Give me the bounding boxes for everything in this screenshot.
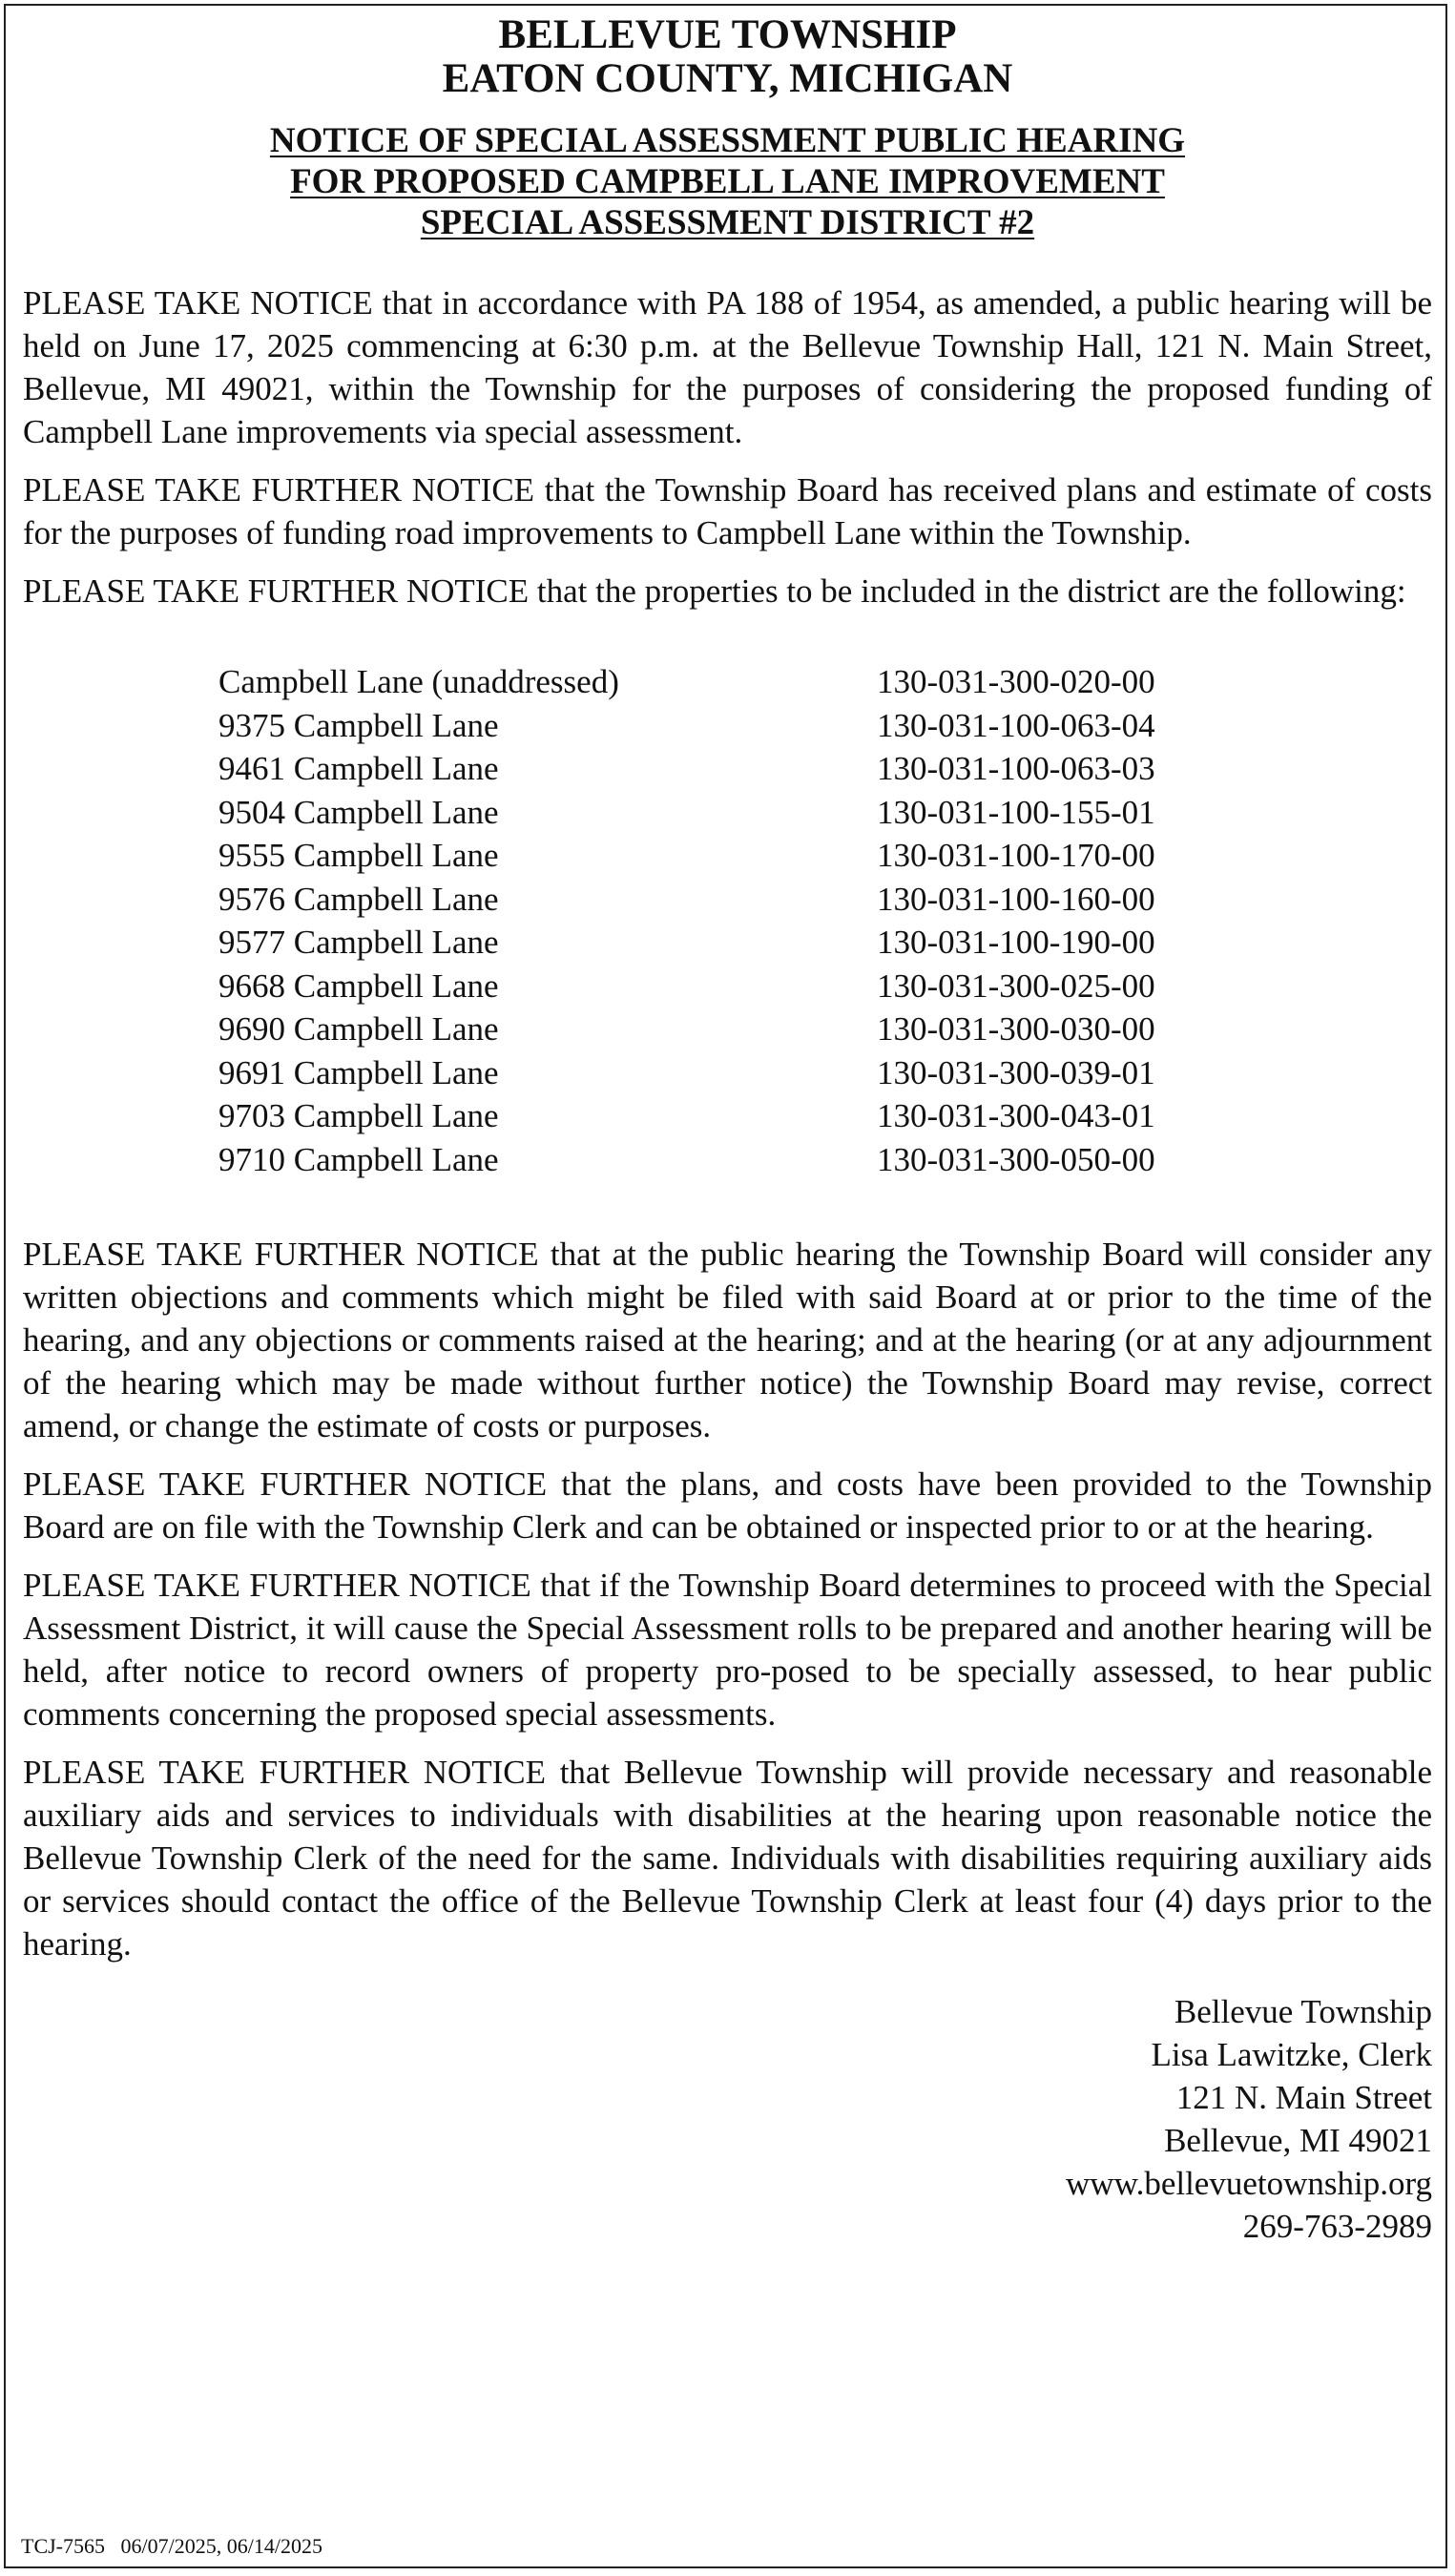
property-parcel-number: 130-031-300-050-00 (877, 1140, 1155, 1178)
paragraph-auxiliary-aids: PLEASE TAKE FURTHER NOTICE that Bellevue Township will provide necessary and reasonable auxiliary aids and services to individuals with disabilities at the hearing upon reasonable notice the Bellevue Township Clerk of the need for the same. Individuals with disabilities requiring auxiliary aids or services should contact the office of the Bellevue Township Clerk at least four (4) days prior to the hearing. (23, 1754, 1432, 1963)
notice-header (23, 13, 1432, 243)
signature-township: Bellevue Township (1174, 1993, 1432, 2030)
property-row (218, 921, 1432, 965)
township-title: BELLEVUE TOWNSHIP (498, 12, 957, 57)
notice-content (23, 13, 1432, 2248)
signature-website[interactable]: www.bellevuetownship.org (1066, 2165, 1432, 2202)
property-list (218, 660, 1432, 1181)
property-row (218, 1138, 1432, 1182)
property-address: 9375 Campbell Lane (218, 706, 499, 744)
property-parcel-number: 130-031-300-025-00 (877, 966, 1155, 1005)
subtitle-line-2: FOR PROPOSED CAMPBELL LANE IMPROVEMENT (290, 162, 1165, 201)
paragraph-hearing-notice: PLEASE TAKE NOTICE that in accordance with PA 188 of 1954, as amended, a public hearing will be held on June 17, 2025 commencing at 6:30 p.m. at the Bellevue Township Hall, 121 N. Main Street, Bellevue, MI 49021, within the Township for the purposes of considering the proposed funding of Campbell Lane improvements via special assessment. (23, 284, 1432, 450)
signature-phone: 269-763-2989 (1242, 2208, 1432, 2245)
property-parcel-number: 130-031-100-160-00 (877, 880, 1155, 918)
property-parcel-number: 130-031-100-063-03 (877, 750, 1155, 787)
property-row (218, 965, 1432, 1008)
property-row (218, 660, 1432, 704)
signature-city: Bellevue, MI 49021 (1164, 2122, 1432, 2159)
property-address: 9668 Campbell Lane (218, 966, 499, 1005)
county-title: EATON COUNTY, MICHIGAN (442, 56, 1013, 101)
property-parcel-number: 130-031-300-039-01 (877, 1053, 1155, 1091)
property-parcel-number: 130-031-100-155-01 (877, 793, 1155, 831)
property-row (218, 1094, 1432, 1138)
property-address: 9690 Campbell Lane (218, 1010, 499, 1048)
paragraph-plans-on-file: PLEASE TAKE FURTHER NOTICE that the plans, and costs have been provided to the Township Board are on file with the Township Clerk and can be obtained or inspected prior to or at the hearing. (23, 1465, 1432, 1546)
publication-footer: TCJ-7565 06/07/2025, 06/14/2025 (21, 2534, 322, 2558)
property-address: 9577 Campbell Lane (218, 924, 499, 961)
subtitle-line-3: SPECIAL ASSESSMENT DISTRICT #2 (420, 203, 1035, 242)
signature-block (23, 1990, 1432, 2248)
subtitle-line-1: NOTICE OF SPECIAL ASSESSMENT PUBLIC HEARING (269, 121, 1186, 160)
property-address: Campbell Lane (unaddressed) (218, 663, 619, 700)
property-address: 9703 Campbell Lane (218, 1097, 499, 1134)
property-parcel-number: 130-031-300-043-01 (877, 1097, 1155, 1134)
signature-street: 121 N. Main Street (1175, 2079, 1432, 2116)
property-address: 9504 Campbell Lane (218, 793, 499, 831)
property-parcel-number: 130-031-100-170-00 (877, 837, 1155, 874)
property-address: 9555 Campbell Lane (218, 837, 499, 874)
property-row (218, 704, 1432, 748)
property-parcel-number: 130-031-300-020-00 (877, 663, 1155, 700)
property-row (218, 1051, 1432, 1095)
property-row (218, 791, 1432, 835)
property-row (218, 834, 1432, 878)
property-address: 9576 Campbell Lane (218, 880, 499, 918)
property-row (218, 878, 1432, 922)
property-row (218, 1008, 1432, 1051)
notice-subtitle (23, 120, 1432, 243)
paragraph-properties-intro: PLEASE TAKE FURTHER NOTICE that the properties to be included in the district are the following: (23, 572, 1406, 610)
signature-clerk: Lisa Lawitzke, Clerk (1151, 2036, 1432, 2073)
paragraph-objections: PLEASE TAKE FURTHER NOTICE that at the public hearing the Township Board will consider any written objections and comments which might be filed with said Board at or prior to the time of the hearing, and any objections or comments raised at the hearing; and at the hearing (or at any adjournment of the hearing which may be made without further notice) the Township Board may revise, correct amend, or change the estimate of costs or purposes. (23, 1236, 1432, 1444)
property-parcel-number: 130-031-100-063-04 (877, 706, 1155, 744)
property-address: 9461 Campbell Lane (218, 750, 499, 787)
property-address: 9691 Campbell Lane (218, 1053, 499, 1091)
paragraph-assessment-rolls: PLEASE TAKE FURTHER NOTICE that if the Township Board determines to proceed with the Special Assessment District, it will cause the Special Assessment rolls to be prepared and another hearing will be held, after notice to record owners of property pro-posed to be specially assessed, to hear public comments concerning the proposed special assessments. (23, 1567, 1432, 1733)
property-parcel-number: 130-031-100-190-00 (877, 924, 1155, 961)
property-address: 9710 Campbell Lane (218, 1140, 499, 1178)
property-parcel-number: 130-031-300-030-00 (877, 1010, 1155, 1048)
paragraph-plans-received: PLEASE TAKE FURTHER NOTICE that the Township Board has received plans and estimate of costs for the purposes of funding road improvements to Campbell Lane within the Township. (23, 471, 1432, 551)
property-row (218, 747, 1432, 791)
